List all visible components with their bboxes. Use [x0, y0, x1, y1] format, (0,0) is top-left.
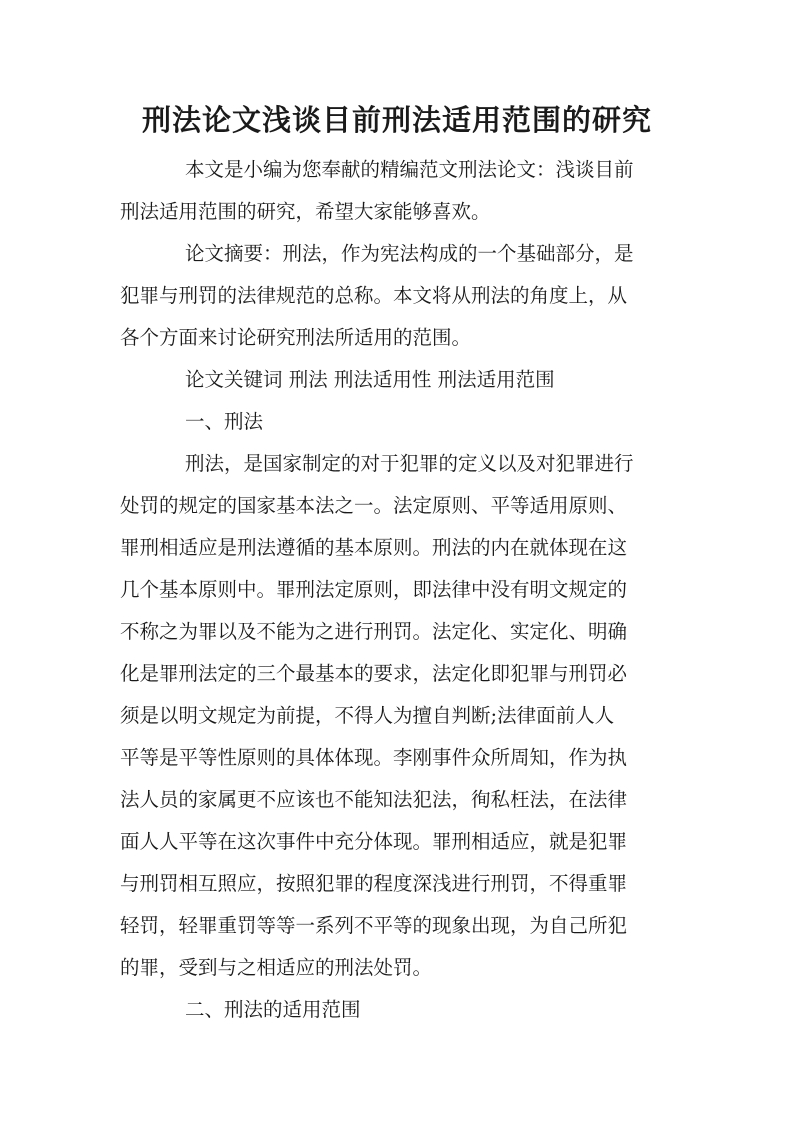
document-title: 刑法论文浅谈目前刑法适用范围的研究 — [141, 103, 652, 137]
text-line: 处罚的规定的国家基本法之一。法定原则、平等适用原则、 — [120, 494, 628, 517]
text-line: 犯罪与刑罚的法律规范的总称。本文将从刑法的角度上，从 — [120, 284, 628, 307]
text-line: 论文摘要：刑法，作为宪法构成的一个基础部分，是 — [185, 242, 634, 265]
section-heading: 二、刑法的适用范围 — [185, 998, 361, 1021]
section-heading: 一、刑法 — [185, 410, 264, 433]
text-line: 平等是平等性原则的具体体现。李刚事件众所周知，作为执 — [120, 746, 628, 769]
text-line: 化是罪刑法定的三个最基本的要求，法定化即犯罪与刑罚必 — [120, 662, 628, 685]
text-line: 的罪，受到与之相适应的刑法处罚。 — [120, 956, 433, 979]
text-line: 几个基本原则中。罪刑法定原则，即法律中没有明文规定的 — [120, 578, 628, 601]
keywords-line: 论文关键词 刑法 刑法适用性 刑法适用范围 — [185, 368, 555, 391]
text-line: 刑法适用范围的研究，希望大家能够喜欢。 — [120, 200, 491, 223]
text-line: 法人员的家属更不应该也不能知法犯法，徇私枉法，在法律 — [120, 788, 628, 811]
text-line: 与刑罚相互照应，按照犯罪的程度深浅进行刑罚，不得重罪 — [120, 872, 628, 895]
text-line: 不称之为罪以及不能为之进行刑罚。法定化、实定化、明确 — [120, 620, 628, 643]
text-line: 面人人平等在这次事件中充分体现。罪刑相适应，就是犯罪 — [120, 830, 628, 853]
text-line: 刑法，是国家制定的对于犯罪的定义以及对犯罪进行 — [185, 452, 634, 475]
text-line: 须是以明文规定为前提，不得人为擅自判断;法律面前人人 — [120, 704, 615, 727]
text-line: 各个方面来讨论研究刑法所适用的范围。 — [120, 326, 472, 349]
text-line: 轻罚，轻罪重罚等等一系列不平等的现象出现，为自己所犯 — [120, 914, 628, 937]
text-line: 罪刑相适应是刑法遵循的基本原则。刑法的内在就体现在这 — [120, 536, 628, 559]
text-line: 本文是小编为您奉献的精编范文刑法论文：浅谈目前 — [185, 158, 634, 181]
